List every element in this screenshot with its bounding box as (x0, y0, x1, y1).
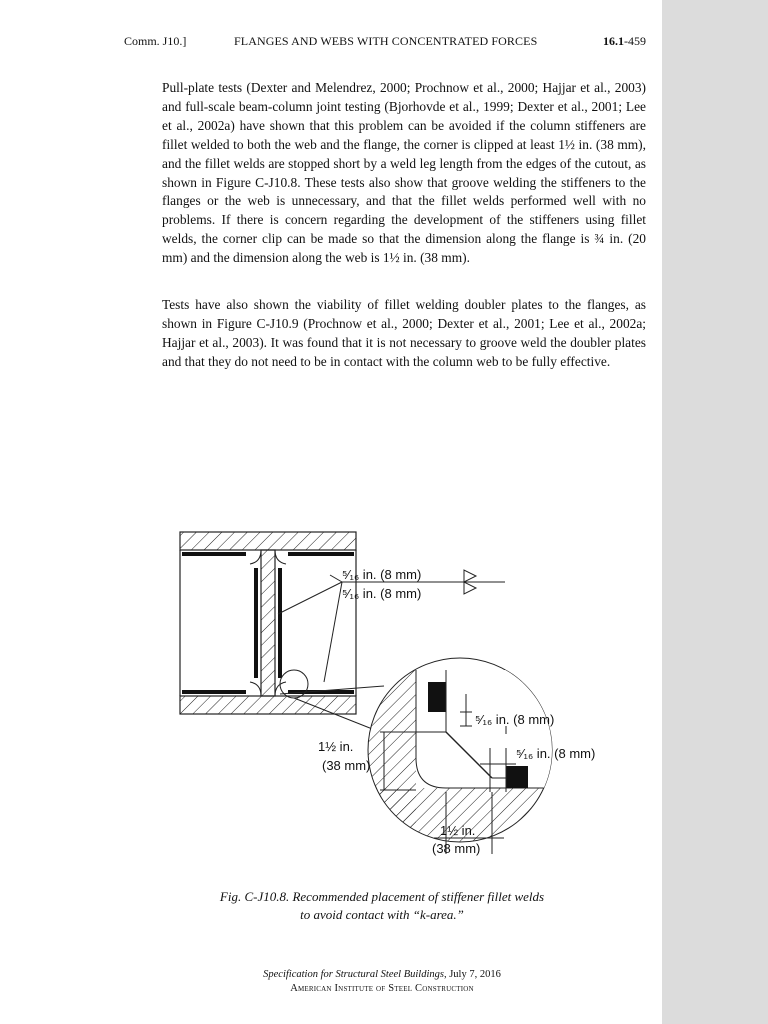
footer-publisher: American Institute of Steel Construction (290, 983, 474, 994)
page-number: 16.1-459 (603, 34, 646, 48)
running-footer (162, 968, 602, 996)
clip-horizontal-inches: 1½ in. (440, 823, 476, 838)
caption-line-2: to avoid contact with “k-area.” (300, 907, 464, 922)
paragraph-2: Tests have also shown the viability of fillet welding doubler plates to the flanges, as shown in Figure C-J10.9 (Prochnow et al., 2000; Dexter et al., 2001; Lee et al., 2002a; Hajjar et al., 2003). It was found that it is not necessary to groove weld the doubler plates and that they do not need to be in contact with the column web to be fully effective. (162, 297, 646, 369)
figure-c-j10-8 (170, 520, 610, 865)
page-margin-gray (662, 0, 768, 1024)
running-header (124, 34, 646, 52)
weld-size-bottom: ⁵⁄₁₆ in. (8 mm) (342, 586, 422, 601)
footer-publication: Specification for Structural Steel Buildings, July 7, 2016 (263, 969, 501, 980)
clip-vertical-inches: 1½ in. (318, 739, 354, 754)
header-title: FLANGES AND WEBS WITH CONCENTRATED FORCES (234, 34, 538, 48)
section-reference: Comm. J10.] (124, 34, 187, 48)
detail-weld-size-a: ⁵⁄₁₆ in. (8 mm) (475, 712, 555, 727)
weld-size-top: ⁵⁄₁₆ in. (8 mm) (342, 567, 422, 582)
paragraph-1: Pull-plate tests (Dexter and Melendrez, 2000; Prochnow et al., 2000; Hajjar et al., 2003) and full-scale beam-column joint testing (Bjorhovde et al., 1999; Dexter et al., 2001; Lee et al., 2002a) have shown that this problem can be avoided if the column stiffeners are fillet welded to both the web and the flange, the corner is clipped at least 1½ in. (38 mm), and the fillet welds are stopped short by a weld leg length from the edges of the cutout, as shown in Figure C-J10.8. These tests also show that groove welding the stiffeners to the flanges or the web is unnecessary, and that the fillet welds performed well with no problems. If there is concern regarding the development of the stiffeners using fillet welds, the corner clip can be made so that the dimension along the flange is ¾ in. (20 mm) and the dimension along the web is 1½ in. (38 mm). (162, 80, 646, 266)
figure-caption (162, 888, 602, 924)
caption-line-1: Fig. C-J10.8. Recommended placement of stiffener fillet welds (219, 889, 545, 904)
clip-horizontal-mm: (38 mm) (432, 841, 481, 856)
clip-vertical-mm: (38 mm) (322, 758, 371, 773)
detail-weld-size-b: ⁵⁄₁₆ in. (8 mm) (516, 746, 596, 761)
